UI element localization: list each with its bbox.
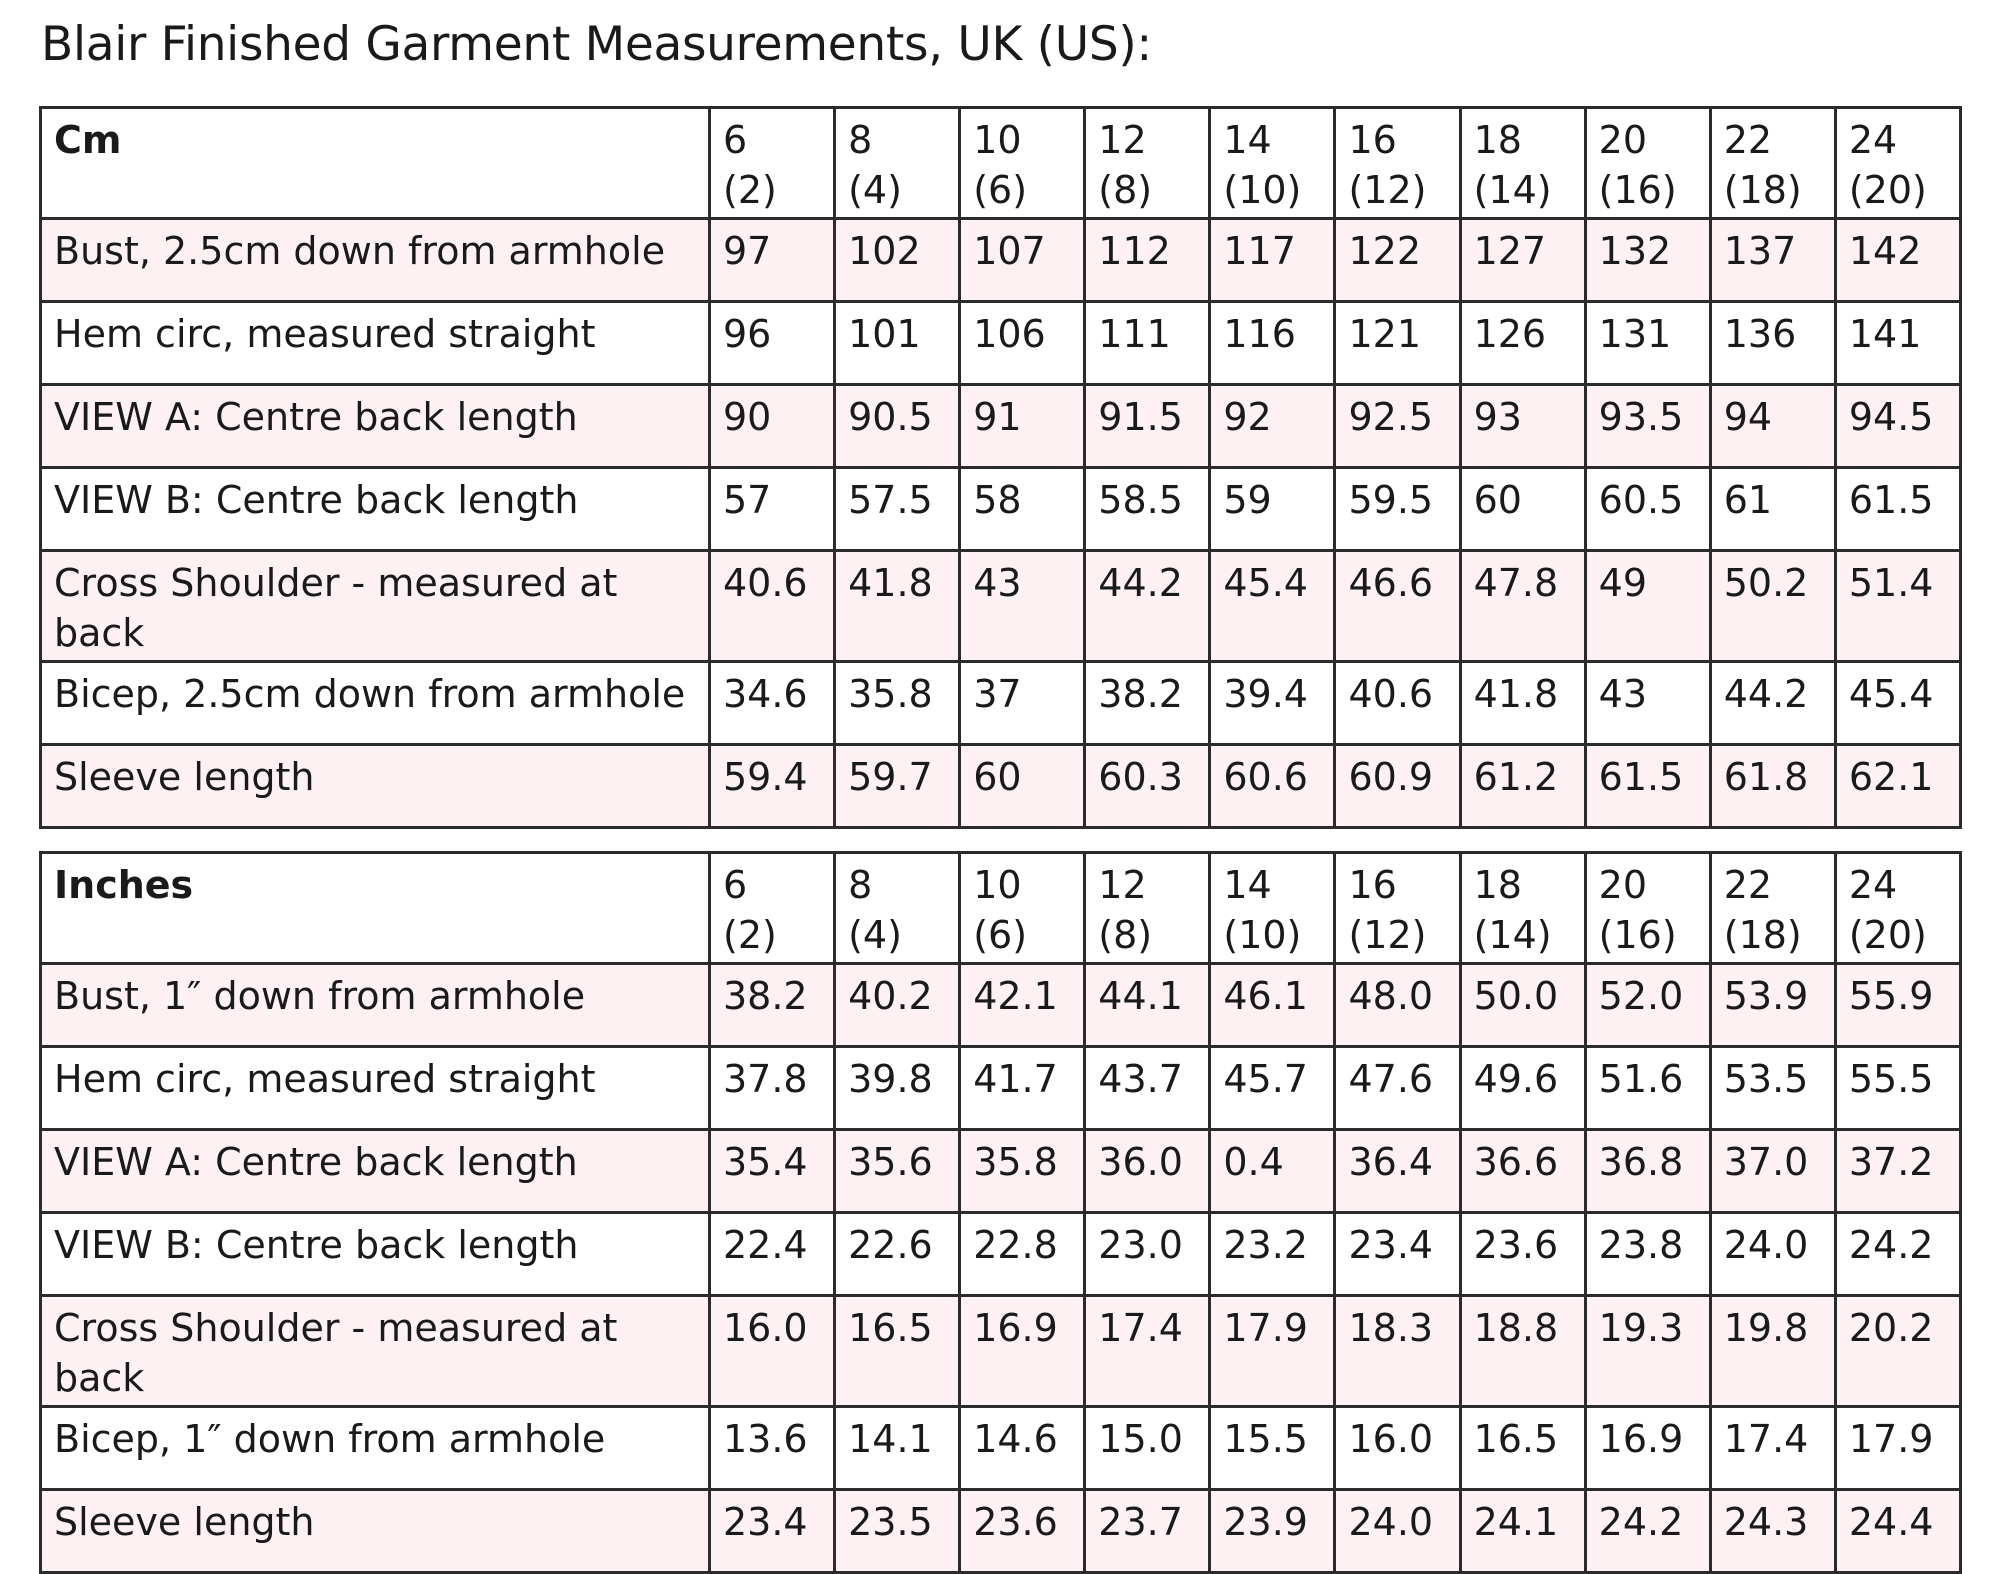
- size-us: (2): [723, 168, 777, 212]
- size-header-cell: [1460, 853, 1585, 964]
- measurement-value: 23.4: [1335, 1213, 1460, 1296]
- size-us: (18): [1723, 913, 1802, 957]
- table-row: [41, 1047, 1961, 1130]
- size-header-cell: [1460, 108, 1585, 219]
- table-row: [41, 385, 1961, 468]
- measurement-label: Sleeve length: [41, 1490, 710, 1573]
- measurement-value: 15.0: [1085, 1407, 1210, 1490]
- measurement-value: 16.9: [1585, 1407, 1710, 1490]
- size-header-cell: [960, 108, 1085, 219]
- measurement-label: Bust, 2.5cm down from armhole: [41, 219, 710, 302]
- measurement-value: 39.8: [835, 1047, 960, 1130]
- size-uk: 18: [1473, 863, 1522, 907]
- measurement-value: 16.5: [835, 1296, 960, 1407]
- measurement-value: 17.9: [1835, 1407, 1960, 1490]
- size-header-cell: [1585, 853, 1710, 964]
- measurement-label: Cross Shoulder - measured at back: [41, 1296, 710, 1407]
- measurement-value: 47.6: [1335, 1047, 1460, 1130]
- size-header-cell: [835, 853, 960, 964]
- measurement-value: 24.0: [1710, 1213, 1835, 1296]
- size-uk: 20: [1598, 863, 1648, 907]
- measurement-label: Hem circ, measured straight: [41, 1047, 710, 1130]
- measurement-value: 51.6: [1585, 1047, 1710, 1130]
- measurement-value: 97: [710, 219, 835, 302]
- measurement-value: 44.2: [1085, 551, 1210, 662]
- measurement-value: 38.2: [710, 964, 835, 1047]
- measurement-value: 44.1: [1085, 964, 1210, 1047]
- measurement-value: 52.0: [1585, 964, 1710, 1047]
- measurement-value: 48.0: [1335, 964, 1460, 1047]
- size-header-cell: [710, 108, 835, 219]
- table-row: [41, 1296, 1961, 1407]
- size-header-cell: [1210, 853, 1335, 964]
- measurement-value: 38.2: [1085, 662, 1210, 745]
- measurement-value: 55.5: [1835, 1047, 1960, 1130]
- measurement-value: 24.1: [1460, 1490, 1585, 1573]
- measurement-value: 35.6: [835, 1130, 960, 1213]
- measurement-value: 61.2: [1460, 745, 1585, 828]
- table-row: [41, 745, 1961, 828]
- measurement-value: 43: [1585, 662, 1710, 745]
- measurement-value: 60.3: [1085, 745, 1210, 828]
- table-row: [41, 662, 1961, 745]
- measurement-value: 49.6: [1460, 1047, 1585, 1130]
- measurement-value: 61.5: [1835, 468, 1960, 551]
- measurement-value: 111: [1085, 302, 1210, 385]
- measurement-value: 58: [960, 468, 1085, 551]
- size-header-cell: [1585, 108, 1710, 219]
- measurement-value: 40.2: [835, 964, 960, 1047]
- measurement-value: 112: [1085, 219, 1210, 302]
- measurement-value: 22.4: [710, 1213, 835, 1296]
- size-header-cell: [1710, 108, 1835, 219]
- table-row: [41, 1490, 1961, 1573]
- size-uk: 8: [848, 863, 873, 907]
- measurement-value: 23.4: [710, 1490, 835, 1573]
- measurement-value: 16.0: [1335, 1407, 1460, 1490]
- measurement-value: 23.5: [835, 1490, 960, 1573]
- measurement-value: 18.3: [1335, 1296, 1460, 1407]
- measurement-value: 24.4: [1835, 1490, 1960, 1573]
- size-uk: 12: [1098, 863, 1147, 907]
- size-uk: 16: [1348, 118, 1397, 162]
- measurement-value: 57: [710, 468, 835, 551]
- size-us: (2): [723, 913, 777, 957]
- measurement-value: 50.2: [1710, 551, 1835, 662]
- size-uk: 14: [1223, 863, 1272, 907]
- measurement-value: 94: [1710, 385, 1835, 468]
- table-row: [41, 551, 1961, 662]
- measurement-value: 23.0: [1085, 1213, 1210, 1296]
- size-header-cell: [1210, 108, 1335, 219]
- size-uk: 22: [1723, 118, 1773, 162]
- measurement-value: 117: [1210, 219, 1335, 302]
- measurement-value: 37: [960, 662, 1085, 745]
- measurement-label: Bicep, 1″ down from armhole: [41, 1407, 710, 1490]
- measurement-value: 60: [1460, 468, 1585, 551]
- measurement-value: 14.6: [960, 1407, 1085, 1490]
- measurement-label: VIEW B: Centre back length: [41, 1213, 710, 1296]
- size-us: (18): [1723, 168, 1802, 212]
- measurement-value: 16.5: [1460, 1407, 1585, 1490]
- measurement-value: 101: [835, 302, 960, 385]
- measurement-value: 43.7: [1085, 1047, 1210, 1130]
- measurement-value: 35.4: [710, 1130, 835, 1213]
- measurement-value: 43: [960, 551, 1085, 662]
- measurement-value: 127: [1460, 219, 1585, 302]
- measurement-value: 23.8: [1585, 1213, 1710, 1296]
- measurement-value: 37.2: [1835, 1130, 1960, 1213]
- measurement-value: 136: [1710, 302, 1835, 385]
- measurement-value: 60.6: [1210, 745, 1335, 828]
- measurement-label: Bicep, 2.5cm down from armhole: [41, 662, 710, 745]
- measurement-value: 20.2: [1835, 1296, 1960, 1407]
- measurement-value: 94.5: [1835, 385, 1960, 468]
- measurement-value: 59.7: [835, 745, 960, 828]
- measurement-value: 36.8: [1585, 1130, 1710, 1213]
- table-row: [41, 1130, 1961, 1213]
- size-uk: 12: [1098, 118, 1147, 162]
- measurement-label: VIEW B: Centre back length: [41, 468, 710, 551]
- table-header-row: [41, 108, 1961, 219]
- measurement-value: 61.5: [1585, 745, 1710, 828]
- size-header-cell: [1085, 853, 1210, 964]
- measurement-value: 22.6: [835, 1213, 960, 1296]
- measurement-value: 137: [1710, 219, 1835, 302]
- measurement-value: 17.4: [1710, 1407, 1835, 1490]
- measurement-value: 40.6: [710, 551, 835, 662]
- size-header-cell: [1835, 108, 1960, 219]
- measurement-value: 53.5: [1710, 1047, 1835, 1130]
- size-header-cell: [1085, 108, 1210, 219]
- size-uk: 16: [1348, 863, 1397, 907]
- size-header-cell: [1835, 853, 1960, 964]
- measurement-value: 23.9: [1210, 1490, 1335, 1573]
- measurement-value: 13.6: [710, 1407, 835, 1490]
- inches-measurement-table: [39, 851, 1962, 1574]
- size-uk: 20: [1598, 118, 1648, 162]
- measurement-value: 116: [1210, 302, 1335, 385]
- measurement-value: 40.6: [1335, 662, 1460, 745]
- size-us: (8): [1098, 168, 1153, 212]
- measurement-value: 36.4: [1335, 1130, 1460, 1213]
- measurement-value: 16.0: [710, 1296, 835, 1407]
- size-uk: 10: [973, 118, 1022, 162]
- measurement-value: 92.5: [1335, 385, 1460, 468]
- measurement-value: 44.2: [1710, 662, 1835, 745]
- table-header-row: [41, 853, 1961, 964]
- measurement-value: 142: [1835, 219, 1960, 302]
- measurement-value: 17.9: [1210, 1296, 1335, 1407]
- measurement-value: 132: [1585, 219, 1710, 302]
- measurement-value: 131: [1585, 302, 1710, 385]
- measurement-value: 35.8: [835, 662, 960, 745]
- measurement-value: 91.5: [1085, 385, 1210, 468]
- size-us: (12): [1348, 913, 1427, 957]
- measurement-value: 24.2: [1585, 1490, 1710, 1573]
- size-header-cell: [1710, 853, 1835, 964]
- measurement-value: 49: [1585, 551, 1710, 662]
- measurement-value: 122: [1335, 219, 1460, 302]
- table-row: [41, 1407, 1961, 1490]
- table-row: [41, 302, 1961, 385]
- measurement-value: 37.0: [1710, 1130, 1835, 1213]
- measurement-value: 60.9: [1335, 745, 1460, 828]
- size-header-cell: [710, 853, 835, 964]
- measurement-value: 19.8: [1710, 1296, 1835, 1407]
- size-us: (8): [1098, 913, 1153, 957]
- size-uk: 6: [723, 863, 748, 907]
- measurement-value: 90: [710, 385, 835, 468]
- table-row: [41, 219, 1961, 302]
- measurement-value: 36.0: [1085, 1130, 1210, 1213]
- size-us: (6): [973, 913, 1028, 957]
- measurement-value: 62.1: [1835, 745, 1960, 828]
- size-us: (12): [1348, 168, 1427, 212]
- measurement-value: 53.9: [1710, 964, 1835, 1047]
- size-us: (14): [1473, 168, 1552, 212]
- measurement-value: 90.5: [835, 385, 960, 468]
- measurement-value: 121: [1335, 302, 1460, 385]
- measurement-value: 45.7: [1210, 1047, 1335, 1130]
- measurement-value: 93.5: [1585, 385, 1710, 468]
- measurement-value: 46.6: [1335, 551, 1460, 662]
- size-us: (10): [1223, 168, 1302, 212]
- size-uk: 14: [1223, 118, 1272, 162]
- size-uk: 24: [1848, 863, 1898, 907]
- page-title: Blair Finished Garment Measurements, UK (US):: [41, 17, 1152, 72]
- size-header-cell: [835, 108, 960, 219]
- cm-measurement-table: [39, 106, 1962, 829]
- measurement-value: 59.5: [1335, 468, 1460, 551]
- measurement-value: 60: [960, 745, 1085, 828]
- size-uk: 24: [1848, 118, 1898, 162]
- size-us: (16): [1598, 913, 1677, 957]
- measurement-value: 19.3: [1585, 1296, 1710, 1407]
- size-us: (4): [848, 913, 902, 957]
- measurement-value: 17.4: [1085, 1296, 1210, 1407]
- measurement-value: 47.8: [1460, 551, 1585, 662]
- measurement-value: 45.4: [1210, 551, 1335, 662]
- measurement-value: 60.5: [1585, 468, 1710, 551]
- size-uk: 22: [1723, 863, 1773, 907]
- measurement-value: 45.4: [1835, 662, 1960, 745]
- measurement-value: 58.5: [1085, 468, 1210, 551]
- measurement-value: 16.9: [960, 1296, 1085, 1407]
- measurement-value: 41.7: [960, 1047, 1085, 1130]
- measurement-value: 0.4: [1210, 1130, 1335, 1213]
- size-uk: 6: [723, 118, 748, 162]
- unit-label: Inches: [41, 853, 710, 964]
- measurement-value: 35.8: [960, 1130, 1085, 1213]
- size-us: (14): [1473, 913, 1552, 957]
- size-us: (20): [1848, 168, 1927, 212]
- measurement-value: 92: [1210, 385, 1335, 468]
- measurement-value: 15.5: [1210, 1407, 1335, 1490]
- measurement-value: 50.0: [1460, 964, 1585, 1047]
- measurement-value: 23.2: [1210, 1213, 1335, 1296]
- measurement-label: VIEW A: Centre back length: [41, 1130, 710, 1213]
- size-us: (6): [973, 168, 1028, 212]
- size-header-cell: [1335, 108, 1460, 219]
- measurement-value: 23.6: [960, 1490, 1085, 1573]
- measurement-value: 18.8: [1460, 1296, 1585, 1407]
- measurement-label: Hem circ, measured straight: [41, 302, 710, 385]
- measurement-label: Cross Shoulder - measured at back: [41, 551, 710, 662]
- measurement-value: 24.3: [1710, 1490, 1835, 1573]
- measurement-value: 23.7: [1085, 1490, 1210, 1573]
- measurement-value: 39.4: [1210, 662, 1335, 745]
- measurement-value: 59: [1210, 468, 1335, 551]
- measurement-value: 93: [1460, 385, 1585, 468]
- measurement-value: 106: [960, 302, 1085, 385]
- measurement-value: 14.1: [835, 1407, 960, 1490]
- measurement-value: 24.0: [1335, 1490, 1460, 1573]
- measurement-value: 41.8: [835, 551, 960, 662]
- unit-label: Cm: [41, 108, 710, 219]
- measurement-label: Sleeve length: [41, 745, 710, 828]
- size-us: (20): [1848, 913, 1927, 957]
- size-uk: 10: [973, 863, 1022, 907]
- measurement-value: 46.1: [1210, 964, 1335, 1047]
- measurement-value: 51.4: [1835, 551, 1960, 662]
- measurement-value: 36.6: [1460, 1130, 1585, 1213]
- measurement-label: Bust, 1″ down from armhole: [41, 964, 710, 1047]
- table-row: [41, 964, 1961, 1047]
- measurement-value: 42.1: [960, 964, 1085, 1047]
- size-uk: 8: [848, 118, 873, 162]
- measurement-value: 61.8: [1710, 745, 1835, 828]
- size-us: (10): [1223, 913, 1302, 957]
- measurement-value: 96: [710, 302, 835, 385]
- measurement-value: 91: [960, 385, 1085, 468]
- measurement-value: 41.8: [1460, 662, 1585, 745]
- size-us: (4): [848, 168, 902, 212]
- measurement-label: VIEW A: Centre back length: [41, 385, 710, 468]
- measurement-value: 107: [960, 219, 1085, 302]
- size-us: (16): [1598, 168, 1677, 212]
- measurement-value: 61: [1710, 468, 1835, 551]
- measurement-value: 55.9: [1835, 964, 1960, 1047]
- measurement-value: 24.2: [1835, 1213, 1960, 1296]
- table-row: [41, 468, 1961, 551]
- measurement-value: 57.5: [835, 468, 960, 551]
- measurement-value: 141: [1835, 302, 1960, 385]
- size-uk: 18: [1473, 118, 1522, 162]
- size-header-cell: [960, 853, 1085, 964]
- measurement-value: 59.4: [710, 745, 835, 828]
- measurement-value: 37.8: [710, 1047, 835, 1130]
- measurement-value: 102: [835, 219, 960, 302]
- table-row: [41, 1213, 1961, 1296]
- measurement-value: 23.6: [1460, 1213, 1585, 1296]
- size-header-cell: [1335, 853, 1460, 964]
- measurement-value: 22.8: [960, 1213, 1085, 1296]
- measurement-value: 126: [1460, 302, 1585, 385]
- measurement-value: 34.6: [710, 662, 835, 745]
